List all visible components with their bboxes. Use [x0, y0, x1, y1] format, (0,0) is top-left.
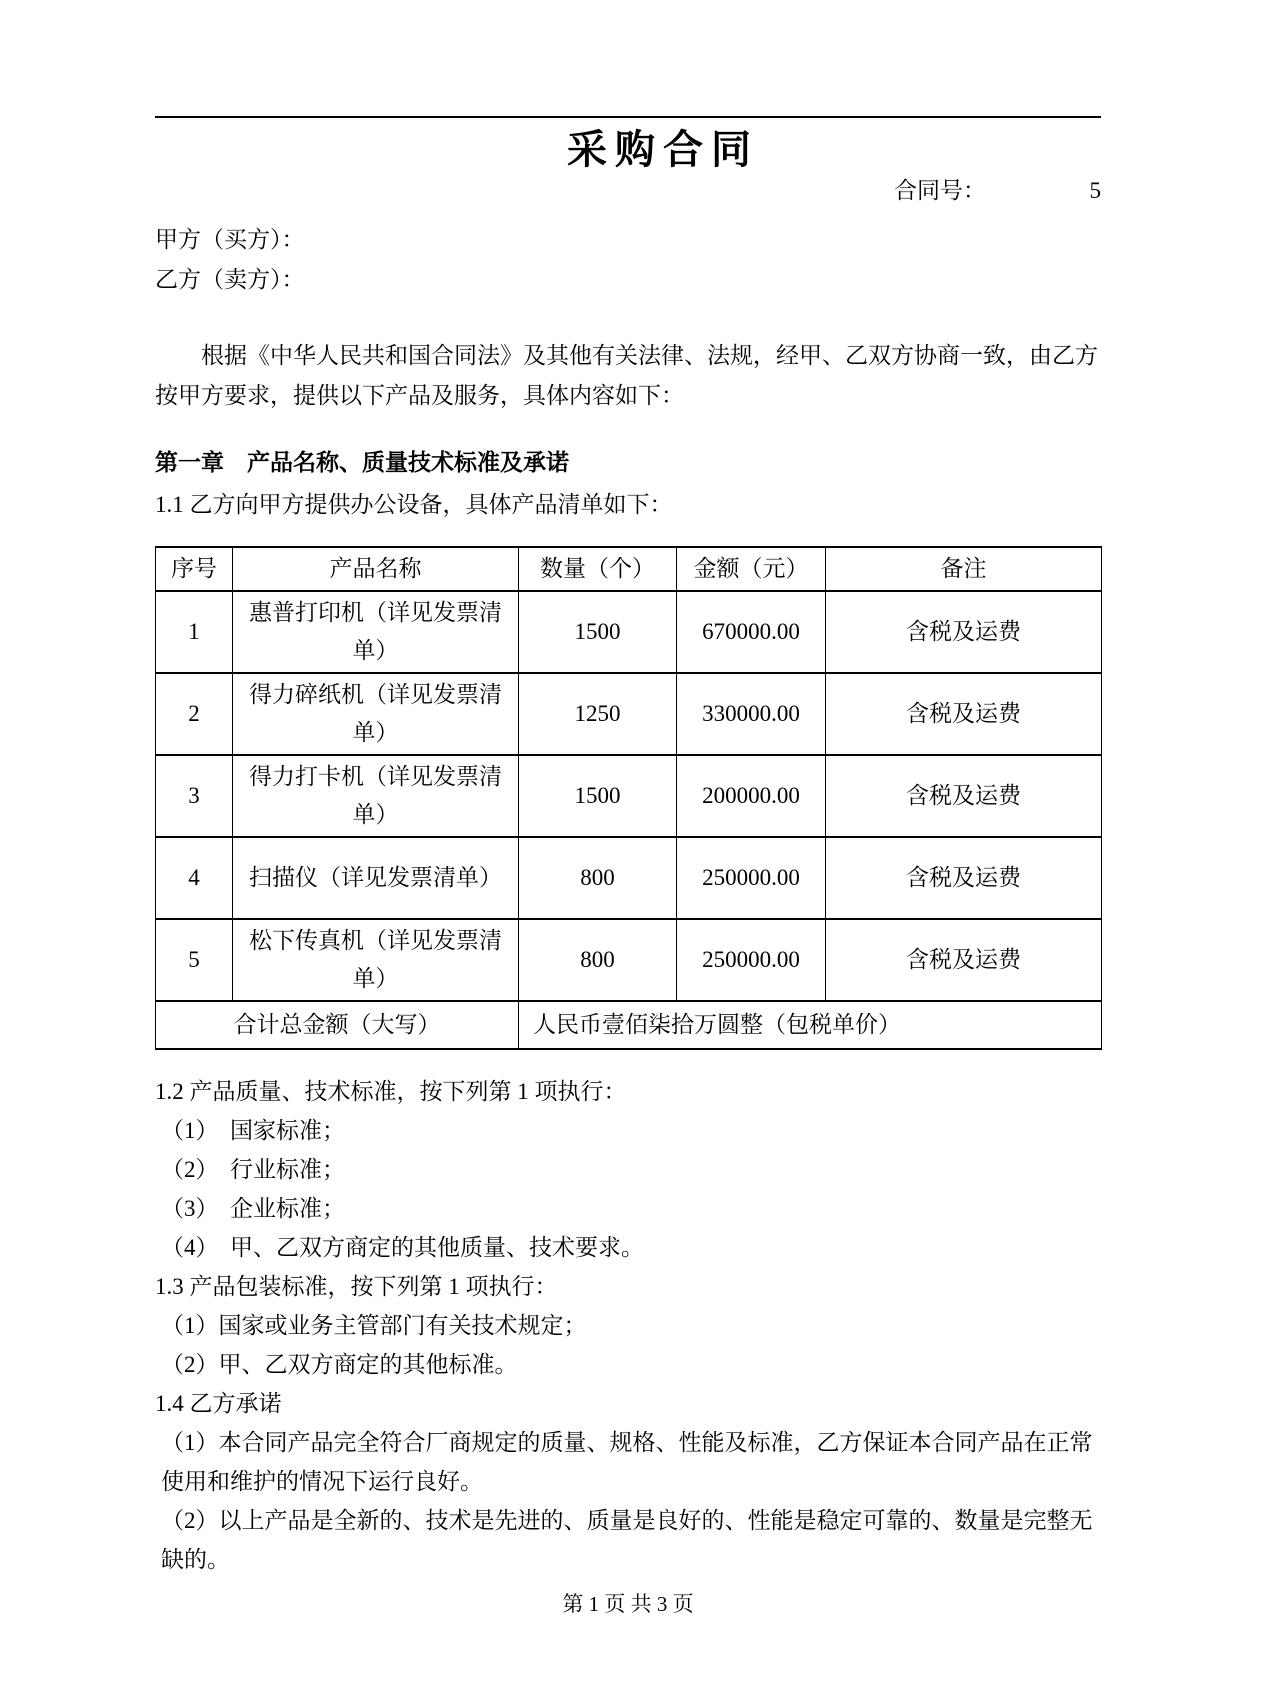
cell-product: 得力打卡机（详见发票清单） — [233, 755, 519, 837]
cell-amount: 250000.00 — [677, 837, 826, 919]
party-b-line: 乙方（卖方）： — [155, 267, 305, 292]
cell-remark: 含税及运费 — [826, 673, 1102, 755]
cell-quantity: 800 — [519, 837, 677, 919]
table-total-row — [156, 1001, 1102, 1049]
cell-remark: 含税及运费 — [826, 919, 1102, 1001]
cell-quantity: 1250 — [519, 673, 677, 755]
page-content — [155, 0, 1101, 1619]
product-table-header-row — [156, 547, 1102, 591]
clause-1-2-item-2: （2） 行业标准； — [161, 1157, 345, 1182]
cell-remark: 含税及运费 — [826, 755, 1102, 837]
col-header-quantity: 数量（个） — [519, 547, 677, 591]
cell-product: 松下传真机（详见发票清单） — [233, 919, 519, 1001]
cell-product: 得力碎纸机（详见发票清单） — [233, 673, 519, 755]
cell-product: 扫描仪（详见发票清单） — [233, 837, 519, 919]
col-header-product: 产品名称 — [233, 547, 519, 591]
col-header-remark: 备注 — [826, 547, 1102, 591]
document-title: 采购合同 — [567, 127, 759, 172]
cell-quantity: 1500 — [519, 591, 677, 673]
clause-1-2-item-4: （4） 甲、乙双方商定的其他质量、技术要求。 — [161, 1235, 644, 1260]
clause-1-2-item-1: （1） 国家标准； — [161, 1118, 345, 1143]
table-row — [156, 919, 1102, 1001]
page-number-footer: 第 1 页 共 3 页 — [562, 1592, 694, 1616]
party-a-line: 甲方（买方）： — [155, 227, 305, 252]
clause-1-4-item-2: （2）以上产品是全新的、技术是先进的、质量是良好的、性能是稳定可靠的、数量是完整无缺的。 — [161, 1508, 1093, 1572]
contract-number-line — [155, 176, 1101, 206]
cell-quantity: 1500 — [519, 755, 677, 837]
cell-amount: 200000.00 — [677, 755, 826, 837]
product-table — [155, 546, 1102, 1050]
parties-block — [155, 220, 1101, 300]
clause-1-2-title: 1.2 产品质量、技术标准，按下列第 1 项执行： — [155, 1079, 627, 1104]
cell-product: 惠普打印机（详见发票清单） — [233, 591, 519, 673]
total-label: 合计总金额（大写） — [156, 1001, 519, 1049]
cell-index: 2 — [156, 673, 233, 755]
clause-1-1: 1.1 乙方向甲方提供办公设备，具体产品清单如下： — [155, 492, 673, 517]
clause-1-4-item-1: （1）本合同产品完全符合厂商规定的质量、规格、性能及标准，乙方保证本合同产品在正常使用和维护的情况下运行良好。 — [161, 1430, 1093, 1494]
cell-amount: 330000.00 — [677, 673, 826, 755]
clause-1-2-item-3: （3） 企业标准； — [161, 1196, 345, 1221]
chapter1-heading: 第一章 产品名称、质量技术标准及承诺 — [155, 450, 569, 475]
clause-1-3-title: 1.3 产品包装标准，按下列第 1 项执行： — [155, 1274, 558, 1299]
table-row — [156, 673, 1102, 755]
table-row — [156, 837, 1102, 919]
cell-index: 3 — [156, 755, 233, 837]
cell-amount: 250000.00 — [677, 919, 826, 1001]
cell-index: 1 — [156, 591, 233, 673]
col-header-amount: 金额（元） — [677, 547, 826, 591]
cell-index: 4 — [156, 837, 233, 919]
total-value: 人民币壹佰柒拾万圆整（包税单价） — [519, 1001, 1102, 1049]
col-header-index: 序号 — [156, 547, 233, 591]
contract-number-value: 5 — [1089, 178, 1101, 203]
cell-amount: 670000.00 — [677, 591, 826, 673]
cell-remark: 含税及运费 — [826, 591, 1102, 673]
intro-paragraph: 根据《中华人民共和国合同法》及其他有关法律、法规，经甲、乙双方协商一致，由乙方按甲方要求，提供以下产品及服务，具体内容如下： — [155, 343, 1098, 408]
table-row — [156, 591, 1102, 673]
cell-quantity: 800 — [519, 919, 677, 1001]
clause-1-3-item-2: （2）甲、乙双方商定的其他标准。 — [161, 1352, 518, 1377]
clause-1-3-item-1: （1）国家或业务主管部门有关技术规定； — [161, 1313, 587, 1338]
cell-remark: 含税及运费 — [826, 837, 1102, 919]
clause-1-4-title: 1.4 乙方承诺 — [155, 1391, 282, 1416]
contract-number-label: 合同号： — [894, 178, 986, 203]
header-rule — [155, 116, 1101, 118]
cell-index: 5 — [156, 919, 233, 1001]
table-row — [156, 755, 1102, 837]
